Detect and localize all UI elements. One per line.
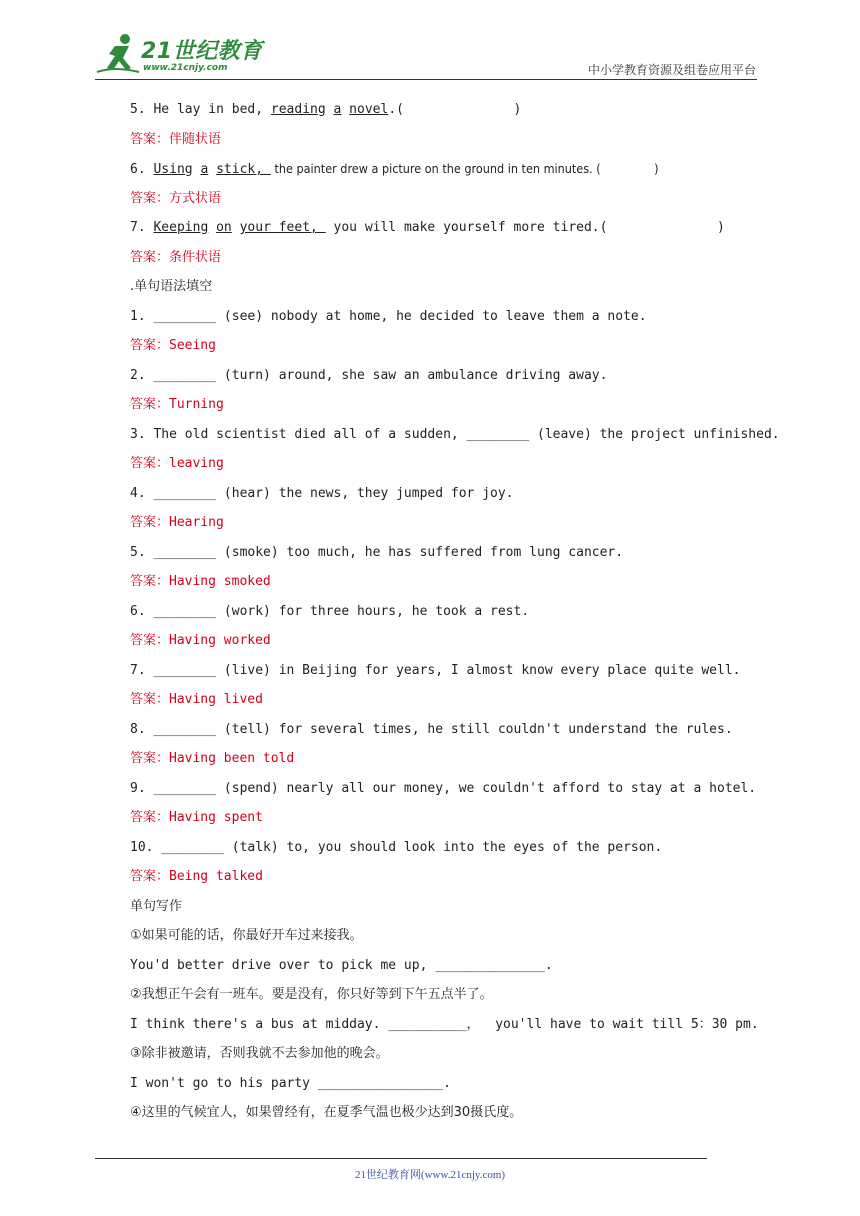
answer-line: 答案：Turning bbox=[130, 397, 224, 412]
writing-sentence: I think there's a bus at midday. __________， you'll have to wait till 5：30 pm. bbox=[130, 1016, 759, 1032]
answer-line: 答案：Having lived bbox=[130, 692, 263, 707]
question-line: 5. He lay in bed, reading a novel.( ) bbox=[130, 102, 522, 117]
logo bbox=[95, 32, 265, 78]
writing-sentence: I won't go to his party ________________. bbox=[130, 1075, 451, 1091]
writing-prompt: ③除非被邀请，否则我就不去参加他的晚会。 bbox=[130, 1046, 389, 1061]
answer-line: 答案：Having worked bbox=[130, 633, 271, 648]
writing-prompt: ④这里的气候宜人，如果曾经有，在夏季气温也极少达到30摄氏度。 bbox=[130, 1105, 523, 1120]
section-title: .单句语法填空 bbox=[130, 279, 213, 294]
page-footer: 21世纪教育网(www.21cnjy.com) bbox=[354, 1169, 506, 1181]
answer-line: 答案：Being talked bbox=[130, 869, 263, 884]
answer-line: 答案：leaving bbox=[130, 456, 224, 471]
header-divider bbox=[95, 79, 757, 80]
writing-prompt: ①如果可能的话，你最好开车过来接我。 bbox=[130, 928, 363, 943]
answer-line: 答案：Having been told bbox=[130, 751, 295, 766]
question-line: 5. ________ (smoke) too much, he has suffered from lung cancer. bbox=[130, 544, 624, 560]
section-title: 单句写作 bbox=[130, 898, 183, 914]
answer-line: 答案：方式状语 bbox=[130, 190, 222, 206]
answer-line: 答案：Having smoked bbox=[130, 574, 271, 589]
answer-line: 答案：Having spent bbox=[130, 810, 263, 825]
logo-url: www.21cnjy.com bbox=[143, 63, 228, 73]
question-line: 7. Keeping on your feet, you will make yourself more tired.( ) bbox=[130, 220, 725, 235]
document-body bbox=[130, 95, 780, 1128]
question-line: 1. ________ (see) nobody at home, he decided to leave them a note. bbox=[130, 308, 647, 324]
answer-line: 答案：Seeing bbox=[130, 338, 216, 353]
answer-line: 答案：伴随状语 bbox=[130, 131, 222, 147]
question-line: 2. ________ (turn) around, she saw an ambulance driving away. bbox=[130, 367, 608, 383]
question-line: 6. ________ (work) for three hours, he took a rest. bbox=[130, 603, 530, 619]
logo-text: 21世纪教育 bbox=[141, 39, 263, 64]
page-header bbox=[0, 0, 860, 80]
question-line: 7. ________ (live) in Beijing for years, I almost know every place quite well. bbox=[130, 662, 741, 678]
question-line: 4. ________ (hear) the news, they jumped for joy. bbox=[130, 485, 514, 501]
question-line: 10. ________ (talk) to, you should look into the eyes of the person. bbox=[130, 839, 663, 855]
answer-line: 答案：条件状语 bbox=[130, 249, 222, 265]
footer-divider bbox=[95, 1158, 707, 1159]
question-line: 8. ________ (tell) for several times, he still couldn't understand the rules. bbox=[130, 721, 733, 737]
header-tagline: 中小学教育资源及组卷应用平台 bbox=[587, 63, 756, 77]
writing-sentence: You'd better drive over to pick me up, ______________. bbox=[130, 957, 553, 973]
writing-prompt: ②我想正午会有一班车。要是没有，你只好等到下午五点半了。 bbox=[130, 987, 493, 1002]
question-line: 9. ________ (spend) nearly all our money, we couldn't afford to stay at a hotel. bbox=[130, 780, 757, 796]
question-line: 3. The old scientist died all of a sudden, ________ (leave) the project unfinished. bbox=[130, 426, 780, 442]
answer-line: 答案：Hearing bbox=[130, 515, 224, 530]
runner-logo-icon bbox=[95, 32, 141, 76]
question-line: 6. Using a stick, the painter drew a picture on the ground in ten minutes. ( ) bbox=[130, 161, 659, 177]
